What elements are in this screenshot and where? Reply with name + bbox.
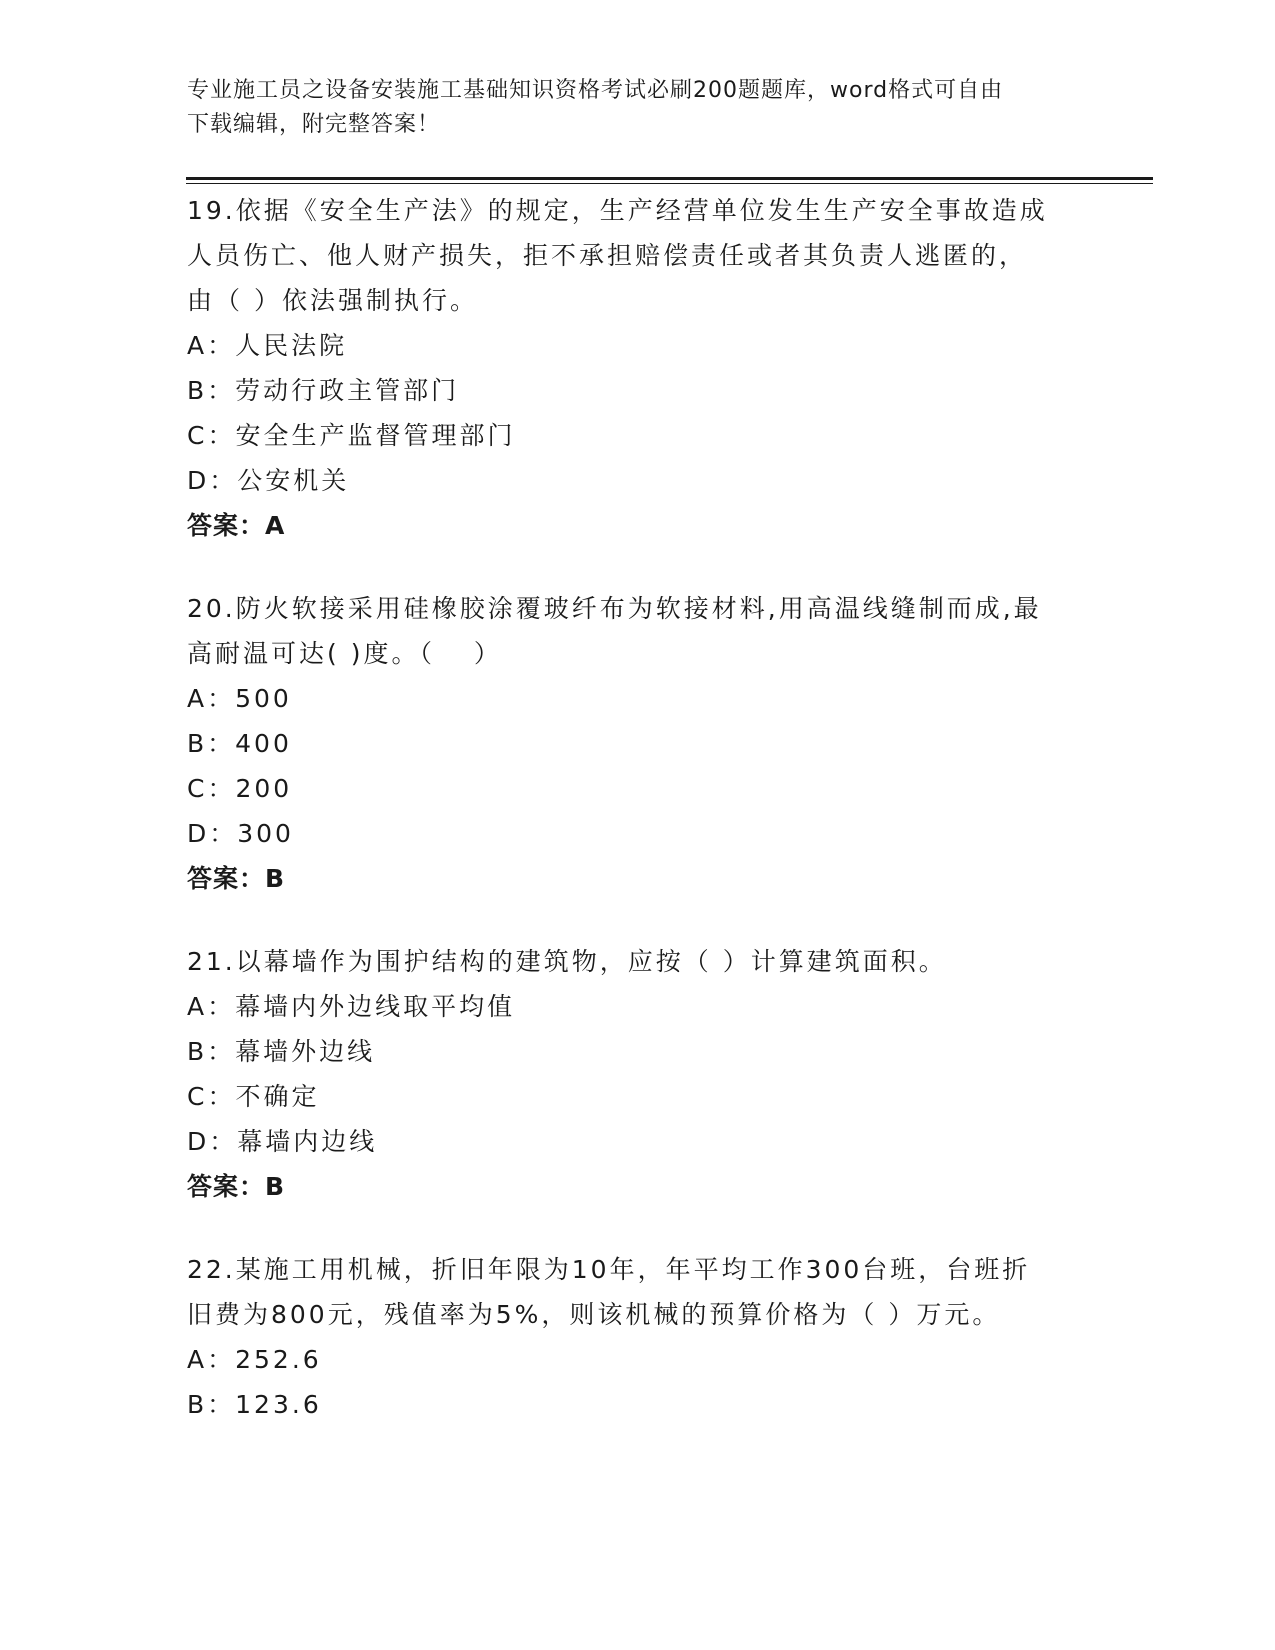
header-line-1: 专业施工员之设备安装施工基础知识资格考试必刷200题题库，word格式可自由 [187,78,1004,103]
question-stem [187,939,1087,984]
option-a: A：幕墙内外边线取平均值 [187,992,516,1021]
stem-line: 19.依据《安全生产法》的规定，生产经营单位发生生产安全事故造成 [187,196,1048,225]
stem-line: 旧费为800元，残值率为5%，则该机械的预算价格为（ ）万元。 [187,1300,1001,1329]
stem-line: 高耐温可达( )度。（ ） [187,639,502,668]
stem-line: 由（ ）依法强制执行。 [187,286,478,315]
header-divider-thick [186,177,1153,180]
stem-line: 22.某施工用机械，折旧年限为10年，年平均工作300台班，台班折 [187,1255,1031,1284]
option-a: A：500 [187,684,292,713]
question-21 [187,939,1087,1209]
option-c: C：200 [187,774,293,803]
option-b: B：劳动行政主管部门 [187,376,460,405]
answer-line: 答案：B [187,864,286,893]
question-22 [187,1247,1087,1427]
option-a: A：252.6 [187,1345,322,1374]
question-stem [187,586,1087,676]
stem-line: 20.防火软接采用硅橡胶涂覆玻纤布为软接材料,用高温线缝制而成,最 [187,594,1042,623]
stem-line: 人员伤亡、他人财产损失，拒不承担赔偿责任或者其负责人逃匿的， [187,241,1028,270]
document-header [187,74,1067,142]
option-a: A：人民法院 [187,331,348,360]
option-c: C：不确定 [187,1082,320,1111]
option-b: B：123.6 [187,1390,322,1419]
option-d: D：公安机关 [187,466,350,495]
question-stem [187,188,1087,323]
answer-line: 答案：A [187,511,286,540]
option-b: B：400 [187,729,292,758]
option-b: B：幕墙外边线 [187,1037,376,1066]
question-19 [187,188,1087,548]
question-list [187,188,1087,1465]
header-divider-thin [186,183,1153,184]
question-20 [187,586,1087,901]
question-stem [187,1247,1087,1337]
option-c: C：安全生产监督管理部门 [187,421,516,450]
answer-line: 答案：B [187,1172,286,1201]
stem-line: 21.以幕墙作为围护结构的建筑物，应按（ ）计算建筑面积。 [187,947,947,976]
option-d: D：300 [187,819,294,848]
header-line-2: 下载编辑，附完整答案！ [187,112,441,137]
option-d: D：幕墙内边线 [187,1127,378,1156]
